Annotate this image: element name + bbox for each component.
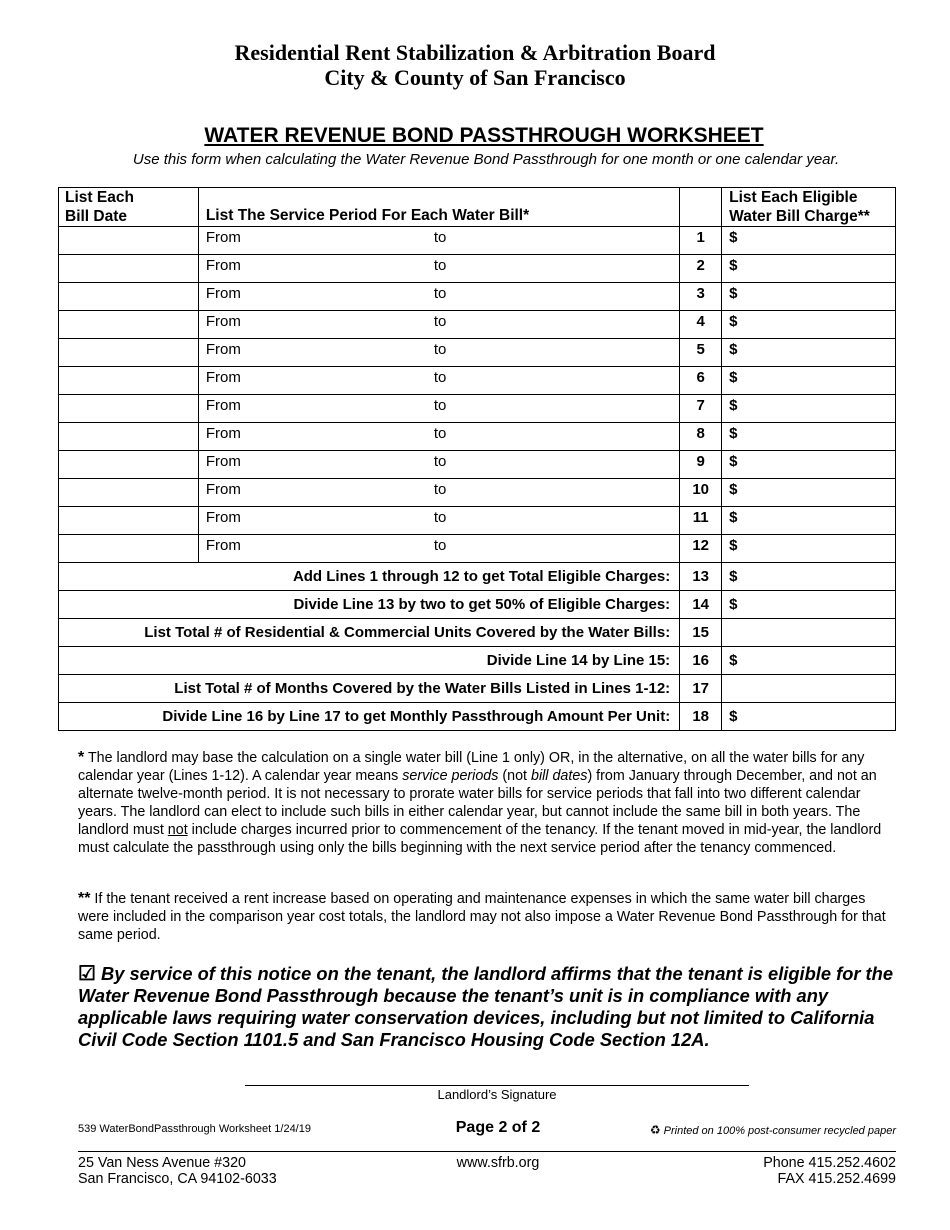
to-label: to — [433, 453, 447, 470]
worksheet-table — [58, 187, 896, 731]
charge-cell[interactable]: $ — [722, 367, 896, 395]
line-number: 11 — [680, 507, 722, 535]
summary-value-cell[interactable]: $ — [722, 563, 896, 591]
bill-date-cell[interactable] — [59, 227, 199, 255]
service-period-cell[interactable] — [198, 507, 679, 535]
charge-cell[interactable]: $ — [722, 535, 896, 563]
charge-cell[interactable]: $ — [722, 451, 896, 479]
charge-cell[interactable]: $ — [722, 227, 896, 255]
table-row — [59, 311, 896, 339]
service-period-cell[interactable] — [198, 367, 679, 395]
from-label: From — [205, 257, 241, 274]
charge-header: List Each Eligible Water Bill Charge** — [722, 188, 896, 227]
line-number: 6 — [680, 367, 722, 395]
landlord-affirmation: ☑ By service of this notice on the tenant, the landlord affirms that the tenant is eligible for the Water Revenue Bond Passthrough because the tenant’s unit is in compliance with any applicable laws requiring water conservation devices, including but not limited to California Civil Code Section 1101.5 and San Francisco Housing Code Section 12A. — [78, 963, 893, 1050]
to-label: to — [433, 313, 447, 330]
line-number: 1 — [680, 227, 722, 255]
charge-cell[interactable]: $ — [722, 283, 896, 311]
line-number: 10 — [680, 479, 722, 507]
line-number-header — [680, 188, 722, 227]
table-row — [59, 227, 896, 255]
page-number: Page 2 of 2 — [455, 1119, 541, 1136]
from-label: From — [205, 537, 241, 554]
agency-name: Residential Rent Stabilization & Arbitration Board — [234, 40, 716, 65]
table-row — [59, 339, 896, 367]
to-label: to — [433, 341, 447, 358]
bill-date-cell[interactable] — [59, 535, 199, 563]
summary-label: Divide Line 13 by two to get 50% of Eligible Charges: — [59, 591, 680, 619]
from-label: From — [205, 481, 241, 498]
bill-date-cell[interactable] — [59, 479, 199, 507]
bill-date-cell[interactable] — [59, 395, 199, 423]
summary-label: List Total # of Residential & Commercial Units Covered by the Water Bills: — [59, 619, 680, 647]
table-row — [59, 367, 896, 395]
bill-date-header: List Each Bill Date — [59, 188, 199, 227]
charge-cell[interactable]: $ — [722, 479, 896, 507]
charge-cell[interactable]: $ — [722, 507, 896, 535]
summary-value-cell[interactable] — [722, 619, 896, 647]
summary-label: Divide Line 14 by Line 15: — [59, 647, 680, 675]
recycled-paper-note: ♻ Printed on 100% post-consumer recycled paper — [649, 1123, 896, 1137]
page-title: WATER REVENUE BOND PASSTHROUGH WORKSHEET — [204, 124, 764, 147]
line-number: 2 — [680, 255, 722, 283]
line-number: 17 — [680, 675, 722, 703]
contact-numbers: Phone 415.252.4602 FAX 415.252.4699 — [763, 1155, 896, 1187]
table-row — [59, 395, 896, 423]
summary-row — [59, 619, 896, 647]
agency-jurisdiction: City & County of San Francisco — [324, 65, 626, 90]
line-number: 4 — [680, 311, 722, 339]
to-label: to — [433, 229, 447, 246]
summary-value-cell[interactable]: $ — [722, 591, 896, 619]
form-instructions: Use this form when calculating the Water Revenue Bond Passthrough for one month or one calendar year. — [132, 151, 840, 168]
summary-label: List Total # of Months Covered by the Water Bills Listed in Lines 1-12: — [59, 675, 680, 703]
summary-label: Divide Line 16 by Line 17 to get Monthly Passthrough Amount Per Unit: — [59, 703, 680, 731]
charge-cell[interactable]: $ — [722, 423, 896, 451]
bill-date-cell[interactable] — [59, 339, 199, 367]
from-label: From — [205, 229, 241, 246]
line-number: 16 — [680, 647, 722, 675]
to-label: to — [433, 397, 447, 414]
to-label: to — [433, 285, 447, 302]
charge-cell[interactable]: $ — [722, 311, 896, 339]
to-label: to — [433, 481, 447, 498]
footnote-double-star: ** If the tenant received a rent increase based on operating and maintenance expenses in which the same water bill charges were included in the comparison year cost totals, the landlord may not also impose a Water Revenue Bond Passthrough for that same period. — [78, 890, 886, 943]
line-number: 14 — [680, 591, 722, 619]
from-label: From — [205, 313, 241, 330]
from-label: From — [205, 285, 241, 302]
bill-date-cell[interactable] — [59, 423, 199, 451]
from-label: From — [205, 341, 241, 358]
table-row — [59, 507, 896, 535]
line-number: 9 — [680, 451, 722, 479]
table-row — [59, 283, 896, 311]
service-period-cell[interactable] — [198, 535, 679, 563]
service-period-cell[interactable] — [198, 227, 679, 255]
line-number: 3 — [680, 283, 722, 311]
service-period-cell[interactable] — [198, 255, 679, 283]
summary-row — [59, 675, 896, 703]
charge-cell[interactable]: $ — [722, 255, 896, 283]
summary-value-cell[interactable] — [722, 675, 896, 703]
table-row — [59, 451, 896, 479]
summary-value-cell[interactable]: $ — [722, 647, 896, 675]
from-label: From — [205, 369, 241, 386]
bill-date-cell[interactable] — [59, 311, 199, 339]
signature-line[interactable] — [245, 1085, 749, 1086]
service-period-cell[interactable] — [198, 479, 679, 507]
to-label: to — [433, 509, 447, 526]
line-number: 7 — [680, 395, 722, 423]
to-label: to — [433, 369, 447, 386]
checkbox-checked-icon[interactable]: ☑ — [78, 963, 96, 985]
to-label: to — [433, 425, 447, 442]
office-address: 25 Van Ness Avenue #320 San Francisco, CA 94102-6033 — [78, 1155, 277, 1187]
bill-date-cell[interactable] — [59, 255, 199, 283]
table-row — [59, 255, 896, 283]
bill-date-cell[interactable] — [59, 507, 199, 535]
line-number: 8 — [680, 423, 722, 451]
from-label: From — [205, 509, 241, 526]
bill-date-cell[interactable] — [59, 283, 199, 311]
service-period-cell[interactable] — [198, 311, 679, 339]
table-header-row — [59, 188, 896, 227]
footer-divider — [78, 1151, 896, 1152]
footnote-single-star: * The landlord may base the calculation on a single water bill (Line 1 only) OR, in the alternative, on all the water bills for any calendar year (Lines 1-12). A calendar year means service periods (not bill dates) from January through December, and not an alternate twelve-month period. It is not necessary to prorate water bills for service periods that fall into two different calendar years. The landlord can elect to include such bills in either calendar year, but cannot include the same bill in both years. The landlord must not include charges incurred prior to commencement of the tenancy. If the tenant moved in mid-year, the landlord must calculate the passthrough using only the bills beginning with the next service period after the tenancy commenced. — [78, 749, 882, 856]
from-label: From — [205, 397, 241, 414]
line-number: 5 — [680, 339, 722, 367]
summary-label: Add Lines 1 through 12 to get Total Eligible Charges: — [59, 563, 680, 591]
line-number: 15 — [680, 619, 722, 647]
line-number: 13 — [680, 563, 722, 591]
from-label: From — [205, 453, 241, 470]
agency-header — [0, 40, 950, 90]
line-number: 12 — [680, 535, 722, 563]
charge-cell[interactable]: $ — [722, 395, 896, 423]
to-label: to — [433, 537, 447, 554]
bill-date-cell[interactable] — [59, 451, 199, 479]
service-period-cell[interactable] — [198, 339, 679, 367]
summary-row — [59, 703, 896, 731]
service-period-cell[interactable] — [198, 283, 679, 311]
service-period-cell[interactable] — [198, 423, 679, 451]
charge-cell[interactable]: $ — [722, 339, 896, 367]
summary-row — [59, 591, 896, 619]
table-row — [59, 479, 896, 507]
bill-date-cell[interactable] — [59, 367, 199, 395]
line-number: 18 — [680, 703, 722, 731]
form-number: 539 WaterBondPassthrough Worksheet 1/24/19 — [78, 1123, 311, 1135]
summary-value-cell[interactable]: $ — [722, 703, 896, 731]
to-label: to — [433, 257, 447, 274]
website-link[interactable]: www.sfrb.org — [456, 1155, 540, 1171]
summary-row — [59, 563, 896, 591]
service-period-cell[interactable] — [198, 451, 679, 479]
from-label: From — [205, 425, 241, 442]
table-row — [59, 423, 896, 451]
recycle-icon: ♻ — [649, 1123, 661, 1137]
signature-label: Landlord’s Signature — [437, 1087, 557, 1102]
service-period-header: List The Service Period For Each Water Bill* — [198, 188, 679, 227]
summary-row — [59, 647, 896, 675]
service-period-cell[interactable] — [198, 395, 679, 423]
table-row — [59, 535, 896, 563]
